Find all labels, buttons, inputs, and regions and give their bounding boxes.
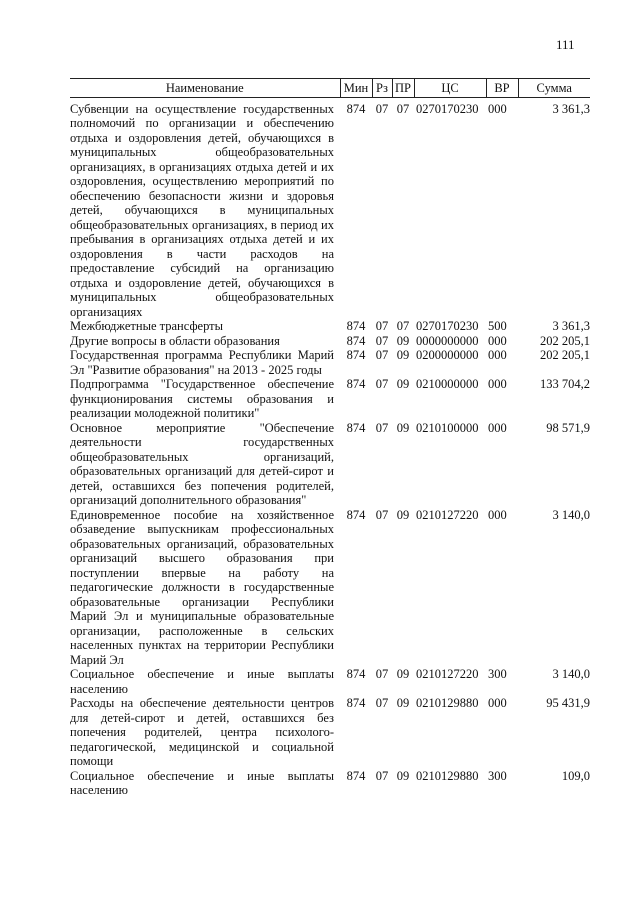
row-sum: 133 704,2 [540,377,590,391]
header-rz: Рз [372,79,392,98]
row-name: Основное мероприятие "Обеспечение деятельности государственных общеобразовательных организаций, образовательных организаций для детей-сирот и детей, оставшихся без попечения родителей, организаций дополнительного образования" [70,420,334,507]
row-vr: 000 [488,420,507,435]
row-rz: 07 [375,319,389,333]
row-sum: 95 431,9 [546,696,590,710]
row-name: Субвенции на осуществление государственных полномочий по организации и обеспечению отдыха и оздоровления детей, обучающихся в муниципальных общеобразовательных организациях, в организациях отдыха детей и их оздоровления, осуществлению мероприятий по обеспечению безопасности жизни и здоровья детей, обучающихся в муниципальных общеобразовательных организациях, в период их пребывания в организациях отдыха детей и их оздоровления в части расходов на предоставление субсидий на организацию отдыха и оздоровление детей, обучающихся в муниципальных общеобразовательных организациях [70,101,334,319]
row-sum: 3 140,0 [552,667,590,681]
row-min: 874 [346,377,366,391]
budget-table-container [70,78,590,798]
row-sum: 98 571,9 [546,420,590,435]
row-min: 874 [346,768,366,783]
row-rz: 07 [375,333,389,348]
row-min: 874 [346,319,366,333]
row-pr: 09 [396,420,410,435]
budget-table [70,78,590,798]
row-pr: 07 [396,101,410,116]
row-pr: 09 [396,333,410,348]
row-min: 874 [346,101,366,116]
row-sum: 3 361,3 [552,319,590,333]
row-name: Социальное обеспечение и иные выплаты населению [70,768,334,797]
row-cs: 0270170230 [416,101,479,116]
header-sum: Сумма [518,79,590,98]
row-name: Государственная программа Республики Марий Эл "Развитие образования" на 2013 - 2025 годы [70,348,334,377]
row-min: 874 [346,507,366,522]
table-header-row [70,79,590,98]
row-pr: 09 [396,377,410,391]
table-row [70,319,590,334]
row-sum: 109,0 [561,768,590,783]
row-vr: 500 [488,319,507,333]
table-row [70,377,590,421]
table-row [70,421,590,508]
row-pr: 09 [396,696,410,710]
row-min: 874 [346,420,366,435]
row-rz: 07 [375,768,389,783]
row-pr: 07 [396,319,410,333]
page-number: 111 [556,37,575,52]
row-vr: 000 [488,696,507,710]
table-row [70,348,590,377]
row-rz: 07 [375,696,389,710]
row-min: 874 [346,667,366,681]
row-min: 874 [346,696,366,710]
row-name: Расходы на обеспечение деятельности центров для детей-сирот и детей, оставшихся без попечения родителей, центра психолого-педагогической, медицинской и социальной помощи [70,696,334,768]
table-row [70,769,590,798]
row-name: Другие вопросы в области образования [70,333,280,348]
row-vr: 000 [488,507,507,522]
row-cs: 0210127220 [416,507,479,522]
row-rz: 07 [375,101,389,116]
table-row [70,667,590,696]
row-name: Социальное обеспечение и иные выплаты населению [70,667,334,696]
header-min: Мин [340,79,372,98]
row-rz: 07 [375,667,389,681]
row-vr: 000 [488,333,507,348]
row-rz: 07 [375,348,389,362]
table-row [70,334,590,349]
row-sum: 3 361,3 [552,101,590,116]
row-sum: 3 140,0 [552,507,590,522]
row-vr: 000 [488,377,507,391]
row-cs: 0210129880 [416,768,479,783]
row-name: Подпрограмма "Государственное обеспечение функционирования системы образования и реализации молодежной политики" [70,377,334,420]
row-min: 874 [346,333,366,348]
row-pr: 09 [396,768,410,783]
row-rz: 07 [375,377,389,391]
row-pr: 09 [396,348,410,362]
row-cs: 0000000000 [416,333,479,348]
row-vr: 000 [488,348,507,362]
header-vr: ВР [486,79,518,98]
row-rz: 07 [375,420,389,435]
row-cs: 0210100000 [416,420,479,435]
row-sum: 202 205,1 [540,333,590,348]
table-row [70,696,590,769]
row-cs: 0200000000 [416,348,479,362]
header-name: Наименование [70,79,340,98]
row-cs: 0210129880 [416,696,479,710]
header-cs: ЦС [414,79,486,98]
row-sum: 202 205,1 [540,348,590,362]
header-pr: ПР [392,79,414,98]
table-row [70,508,590,668]
table-row [70,97,590,319]
row-min: 874 [346,348,366,362]
row-name: Межбюджетные трансферты [70,319,224,333]
row-cs: 0210127220 [416,667,479,681]
row-cs: 0210000000 [416,377,479,391]
row-vr: 000 [488,101,507,116]
row-pr: 09 [396,667,410,681]
row-vr: 300 [488,768,507,783]
row-rz: 07 [375,507,389,522]
row-pr: 09 [396,507,410,522]
row-name: Единовременное пособие на хозяйственное обзаведение выпускникам профессиональных образовательных организаций, образовательных организаций высшего образования при поступлении впервые на работу на педагогические должности в государственные образовательные организации Республики Марий Эл и муниципальные образовательные организации, расположенные в сельских населенных пунктах на территории Республики Марий Эл [70,507,334,667]
row-cs: 0270170230 [416,319,479,333]
row-vr: 300 [488,667,507,681]
